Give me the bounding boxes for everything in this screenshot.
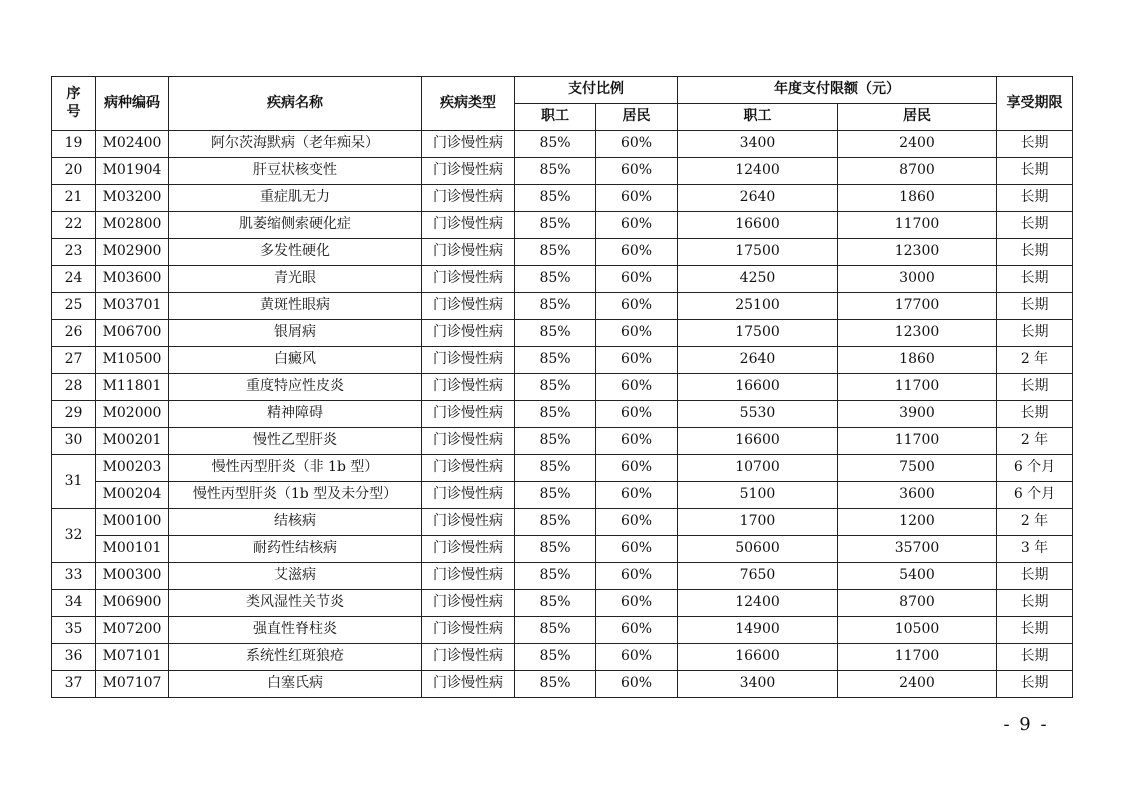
cell-type: 门诊慢性病 [422, 509, 515, 536]
table-row [52, 374, 1073, 401]
cell-name: 银屑病 [169, 320, 422, 347]
cell-name: 精神障碍 [169, 401, 422, 428]
ratio-staff-header: 职工 [515, 104, 596, 131]
cell-code: M00100 [96, 509, 169, 536]
cell-seq: 25 [52, 293, 96, 320]
cell-limit-staff: 25100 [678, 293, 838, 320]
cell-name: 青光眼 [169, 266, 422, 293]
cell-limit-staff: 5530 [678, 401, 838, 428]
cell-seq: 32 [52, 509, 96, 563]
cell-limit-resident: 12300 [838, 320, 997, 347]
table-row [52, 239, 1073, 266]
cell-seq: 21 [52, 185, 96, 212]
cell-limit-staff: 16600 [678, 212, 838, 239]
cell-ratio-staff: 85% [515, 644, 596, 671]
table-row [52, 590, 1073, 617]
table-row [52, 428, 1073, 455]
cell-period: 长期 [997, 131, 1073, 158]
cell-ratio-resident: 60% [596, 563, 678, 590]
table-row [52, 401, 1073, 428]
cell-seq: 27 [52, 347, 96, 374]
cell-type: 门诊慢性病 [422, 266, 515, 293]
cell-name: 多发性硬化 [169, 239, 422, 266]
cell-limit-staff: 3400 [678, 131, 838, 158]
cell-ratio-staff: 85% [515, 617, 596, 644]
cell-limit-resident: 7500 [838, 455, 997, 482]
cell-limit-staff: 7650 [678, 563, 838, 590]
table-row [52, 482, 1073, 509]
cell-ratio-resident: 60% [596, 320, 678, 347]
cell-type: 门诊慢性病 [422, 131, 515, 158]
cell-limit-staff: 3400 [678, 671, 838, 698]
cell-name: 肌萎缩侧索硬化症 [169, 212, 422, 239]
cell-code: M03200 [96, 185, 169, 212]
cell-code: M00203 [96, 455, 169, 482]
cell-ratio-resident: 60% [596, 455, 678, 482]
cell-type: 门诊慢性病 [422, 671, 515, 698]
cell-type: 门诊慢性病 [422, 563, 515, 590]
cell-limit-resident: 3000 [838, 266, 997, 293]
cell-type: 门诊慢性病 [422, 401, 515, 428]
cell-limit-staff: 5100 [678, 482, 838, 509]
cell-period: 长期 [997, 644, 1073, 671]
cell-limit-staff: 16600 [678, 644, 838, 671]
page-number: - 9 - [1003, 714, 1049, 735]
cell-ratio-resident: 60% [596, 293, 678, 320]
cell-type: 门诊慢性病 [422, 239, 515, 266]
cell-code: M03701 [96, 293, 169, 320]
cell-ratio-staff: 85% [515, 563, 596, 590]
table-row [52, 644, 1073, 671]
cell-code: M02000 [96, 401, 169, 428]
cell-limit-resident: 5400 [838, 563, 997, 590]
cell-type: 门诊慢性病 [422, 536, 515, 563]
cell-seq: 23 [52, 239, 96, 266]
cell-period: 2 年 [997, 347, 1073, 374]
table-row [52, 293, 1073, 320]
cell-name: 类风湿性关节炎 [169, 590, 422, 617]
ratio-resident-header: 居民 [596, 104, 678, 131]
cell-type: 门诊慢性病 [422, 617, 515, 644]
cell-ratio-staff: 85% [515, 239, 596, 266]
cell-code: M00201 [96, 428, 169, 455]
cell-period: 长期 [997, 266, 1073, 293]
cell-name: 慢性乙型肝炎 [169, 428, 422, 455]
cell-ratio-staff: 85% [515, 185, 596, 212]
cell-limit-staff: 14900 [678, 617, 838, 644]
cell-name: 慢性丙型肝炎（非 1b 型） [169, 455, 422, 482]
cell-limit-resident: 11700 [838, 644, 997, 671]
cell-limit-resident: 35700 [838, 536, 997, 563]
cell-period: 长期 [997, 563, 1073, 590]
cell-code: M01904 [96, 158, 169, 185]
cell-limit-staff: 17500 [678, 239, 838, 266]
table-row [52, 617, 1073, 644]
cell-ratio-resident: 60% [596, 671, 678, 698]
cell-limit-resident: 3900 [838, 401, 997, 428]
cell-type: 门诊慢性病 [422, 347, 515, 374]
cell-limit-resident: 8700 [838, 158, 997, 185]
cell-ratio-resident: 60% [596, 131, 678, 158]
cell-limit-staff: 16600 [678, 374, 838, 401]
disease-payment-table [51, 76, 1073, 698]
seq-header: 序 号 [52, 77, 96, 131]
cell-seq: 34 [52, 590, 96, 617]
cell-limit-resident: 2400 [838, 131, 997, 158]
cell-code: M06700 [96, 320, 169, 347]
cell-limit-resident: 17700 [838, 293, 997, 320]
cell-ratio-resident: 60% [596, 347, 678, 374]
cell-name: 耐药性结核病 [169, 536, 422, 563]
table-row [52, 536, 1073, 563]
cell-code: M03600 [96, 266, 169, 293]
cell-ratio-resident: 60% [596, 374, 678, 401]
cell-seq: 26 [52, 320, 96, 347]
type-header: 疾病类型 [422, 77, 515, 131]
cell-period: 3 年 [997, 536, 1073, 563]
cell-code: M07101 [96, 644, 169, 671]
cell-code: M10500 [96, 347, 169, 374]
cell-code: M02900 [96, 239, 169, 266]
cell-period: 长期 [997, 293, 1073, 320]
table-row [52, 266, 1073, 293]
table-row [52, 671, 1073, 698]
cell-limit-resident: 12300 [838, 239, 997, 266]
cell-limit-resident: 11700 [838, 212, 997, 239]
cell-code: M07200 [96, 617, 169, 644]
cell-ratio-resident: 60% [596, 212, 678, 239]
cell-type: 门诊慢性病 [422, 482, 515, 509]
cell-code: M06900 [96, 590, 169, 617]
cell-ratio-staff: 85% [515, 428, 596, 455]
cell-seq: 28 [52, 374, 96, 401]
cell-ratio-resident: 60% [596, 509, 678, 536]
cell-ratio-resident: 60% [596, 644, 678, 671]
cell-limit-resident: 11700 [838, 374, 997, 401]
cell-type: 门诊慢性病 [422, 455, 515, 482]
cell-limit-staff: 12400 [678, 158, 838, 185]
cell-ratio-staff: 85% [515, 266, 596, 293]
cell-limit-resident: 3600 [838, 482, 997, 509]
header-row-1 [52, 77, 1073, 104]
cell-type: 门诊慢性病 [422, 320, 515, 347]
cell-code: M02800 [96, 212, 169, 239]
cell-name: 肝豆状核变性 [169, 158, 422, 185]
cell-code: M00300 [96, 563, 169, 590]
cell-name: 结核病 [169, 509, 422, 536]
cell-type: 门诊慢性病 [422, 428, 515, 455]
cell-period: 长期 [997, 239, 1073, 266]
name-header: 疾病名称 [169, 77, 422, 131]
cell-name: 白癜风 [169, 347, 422, 374]
cell-ratio-staff: 85% [515, 212, 596, 239]
cell-limit-staff: 10700 [678, 455, 838, 482]
cell-type: 门诊慢性病 [422, 212, 515, 239]
cell-limit-resident: 1860 [838, 347, 997, 374]
cell-code: M02400 [96, 131, 169, 158]
cell-type: 门诊慢性病 [422, 590, 515, 617]
table-row [52, 509, 1073, 536]
cell-ratio-staff: 85% [515, 131, 596, 158]
code-header: 病种编码 [96, 77, 169, 131]
cell-code: M07107 [96, 671, 169, 698]
cell-seq: 30 [52, 428, 96, 455]
cell-ratio-staff: 85% [515, 347, 596, 374]
cell-ratio-staff: 85% [515, 671, 596, 698]
cell-seq: 33 [52, 563, 96, 590]
cell-name: 慢性丙型肝炎（1b 型及未分型） [169, 482, 422, 509]
cell-name: 重度特应性皮炎 [169, 374, 422, 401]
table-body [52, 131, 1073, 698]
cell-ratio-staff: 85% [515, 293, 596, 320]
cell-limit-staff: 17500 [678, 320, 838, 347]
cell-ratio-staff: 85% [515, 401, 596, 428]
table-row [52, 158, 1073, 185]
period-header: 享受期限 [997, 77, 1073, 131]
cell-ratio-resident: 60% [596, 536, 678, 563]
limit-staff-header: 职工 [678, 104, 838, 131]
cell-ratio-resident: 60% [596, 158, 678, 185]
cell-seq: 29 [52, 401, 96, 428]
cell-ratio-staff: 85% [515, 374, 596, 401]
cell-limit-staff: 2640 [678, 185, 838, 212]
cell-ratio-resident: 60% [596, 266, 678, 293]
cell-ratio-staff: 85% [515, 455, 596, 482]
cell-ratio-staff: 85% [515, 509, 596, 536]
cell-type: 门诊慢性病 [422, 374, 515, 401]
cell-name: 艾滋病 [169, 563, 422, 590]
cell-limit-staff: 16600 [678, 428, 838, 455]
cell-limit-resident: 1860 [838, 185, 997, 212]
cell-seq: 36 [52, 644, 96, 671]
cell-seq: 19 [52, 131, 96, 158]
cell-period: 6 个月 [997, 482, 1073, 509]
cell-period: 长期 [997, 320, 1073, 347]
cell-limit-resident: 8700 [838, 590, 997, 617]
cell-name: 重症肌无力 [169, 185, 422, 212]
cell-ratio-resident: 60% [596, 185, 678, 212]
table-row [52, 131, 1073, 158]
cell-code: M00204 [96, 482, 169, 509]
cell-seq: 20 [52, 158, 96, 185]
cell-type: 门诊慢性病 [422, 293, 515, 320]
limit-header: 年度支付限额（元） [678, 77, 997, 104]
cell-limit-staff: 12400 [678, 590, 838, 617]
cell-name: 黄斑性眼病 [169, 293, 422, 320]
cell-limit-resident: 10500 [838, 617, 997, 644]
cell-ratio-resident: 60% [596, 482, 678, 509]
table-row [52, 347, 1073, 374]
cell-ratio-staff: 85% [515, 482, 596, 509]
cell-period: 长期 [997, 590, 1073, 617]
cell-limit-staff: 50600 [678, 536, 838, 563]
cell-ratio-resident: 60% [596, 428, 678, 455]
cell-ratio-staff: 85% [515, 536, 596, 563]
ratio-header: 支付比例 [515, 77, 678, 104]
table-row [52, 455, 1073, 482]
table-row [52, 320, 1073, 347]
cell-limit-resident: 11700 [838, 428, 997, 455]
cell-type: 门诊慢性病 [422, 644, 515, 671]
table-row [52, 185, 1073, 212]
cell-limit-staff: 4250 [678, 266, 838, 293]
cell-ratio-staff: 85% [515, 158, 596, 185]
cell-ratio-resident: 60% [596, 617, 678, 644]
cell-ratio-resident: 60% [596, 401, 678, 428]
cell-ratio-resident: 60% [596, 590, 678, 617]
cell-limit-resident: 1200 [838, 509, 997, 536]
cell-period: 长期 [997, 185, 1073, 212]
cell-period: 长期 [997, 617, 1073, 644]
cell-period: 长期 [997, 401, 1073, 428]
cell-period: 长期 [997, 158, 1073, 185]
cell-period: 2 年 [997, 428, 1073, 455]
cell-seq: 24 [52, 266, 96, 293]
cell-limit-resident: 2400 [838, 671, 997, 698]
cell-ratio-staff: 85% [515, 320, 596, 347]
cell-period: 2 年 [997, 509, 1073, 536]
cell-period: 长期 [997, 671, 1073, 698]
table-row [52, 212, 1073, 239]
cell-limit-staff: 1700 [678, 509, 838, 536]
cell-seq: 22 [52, 212, 96, 239]
cell-seq: 37 [52, 671, 96, 698]
cell-name: 白塞氏病 [169, 671, 422, 698]
cell-ratio-staff: 85% [515, 590, 596, 617]
cell-name: 强直性脊柱炎 [169, 617, 422, 644]
cell-seq: 35 [52, 617, 96, 644]
cell-limit-staff: 2640 [678, 347, 838, 374]
cell-period: 6 个月 [997, 455, 1073, 482]
cell-type: 门诊慢性病 [422, 185, 515, 212]
cell-code: M00101 [96, 536, 169, 563]
cell-seq: 31 [52, 455, 96, 509]
table-row [52, 563, 1073, 590]
cell-ratio-resident: 60% [596, 239, 678, 266]
cell-type: 门诊慢性病 [422, 158, 515, 185]
cell-period: 长期 [997, 374, 1073, 401]
cell-name: 阿尔茨海默病（老年痴呆） [169, 131, 422, 158]
cell-code: M11801 [96, 374, 169, 401]
cell-period: 长期 [997, 212, 1073, 239]
limit-resident-header: 居民 [838, 104, 997, 131]
cell-name: 系统性红斑狼疮 [169, 644, 422, 671]
